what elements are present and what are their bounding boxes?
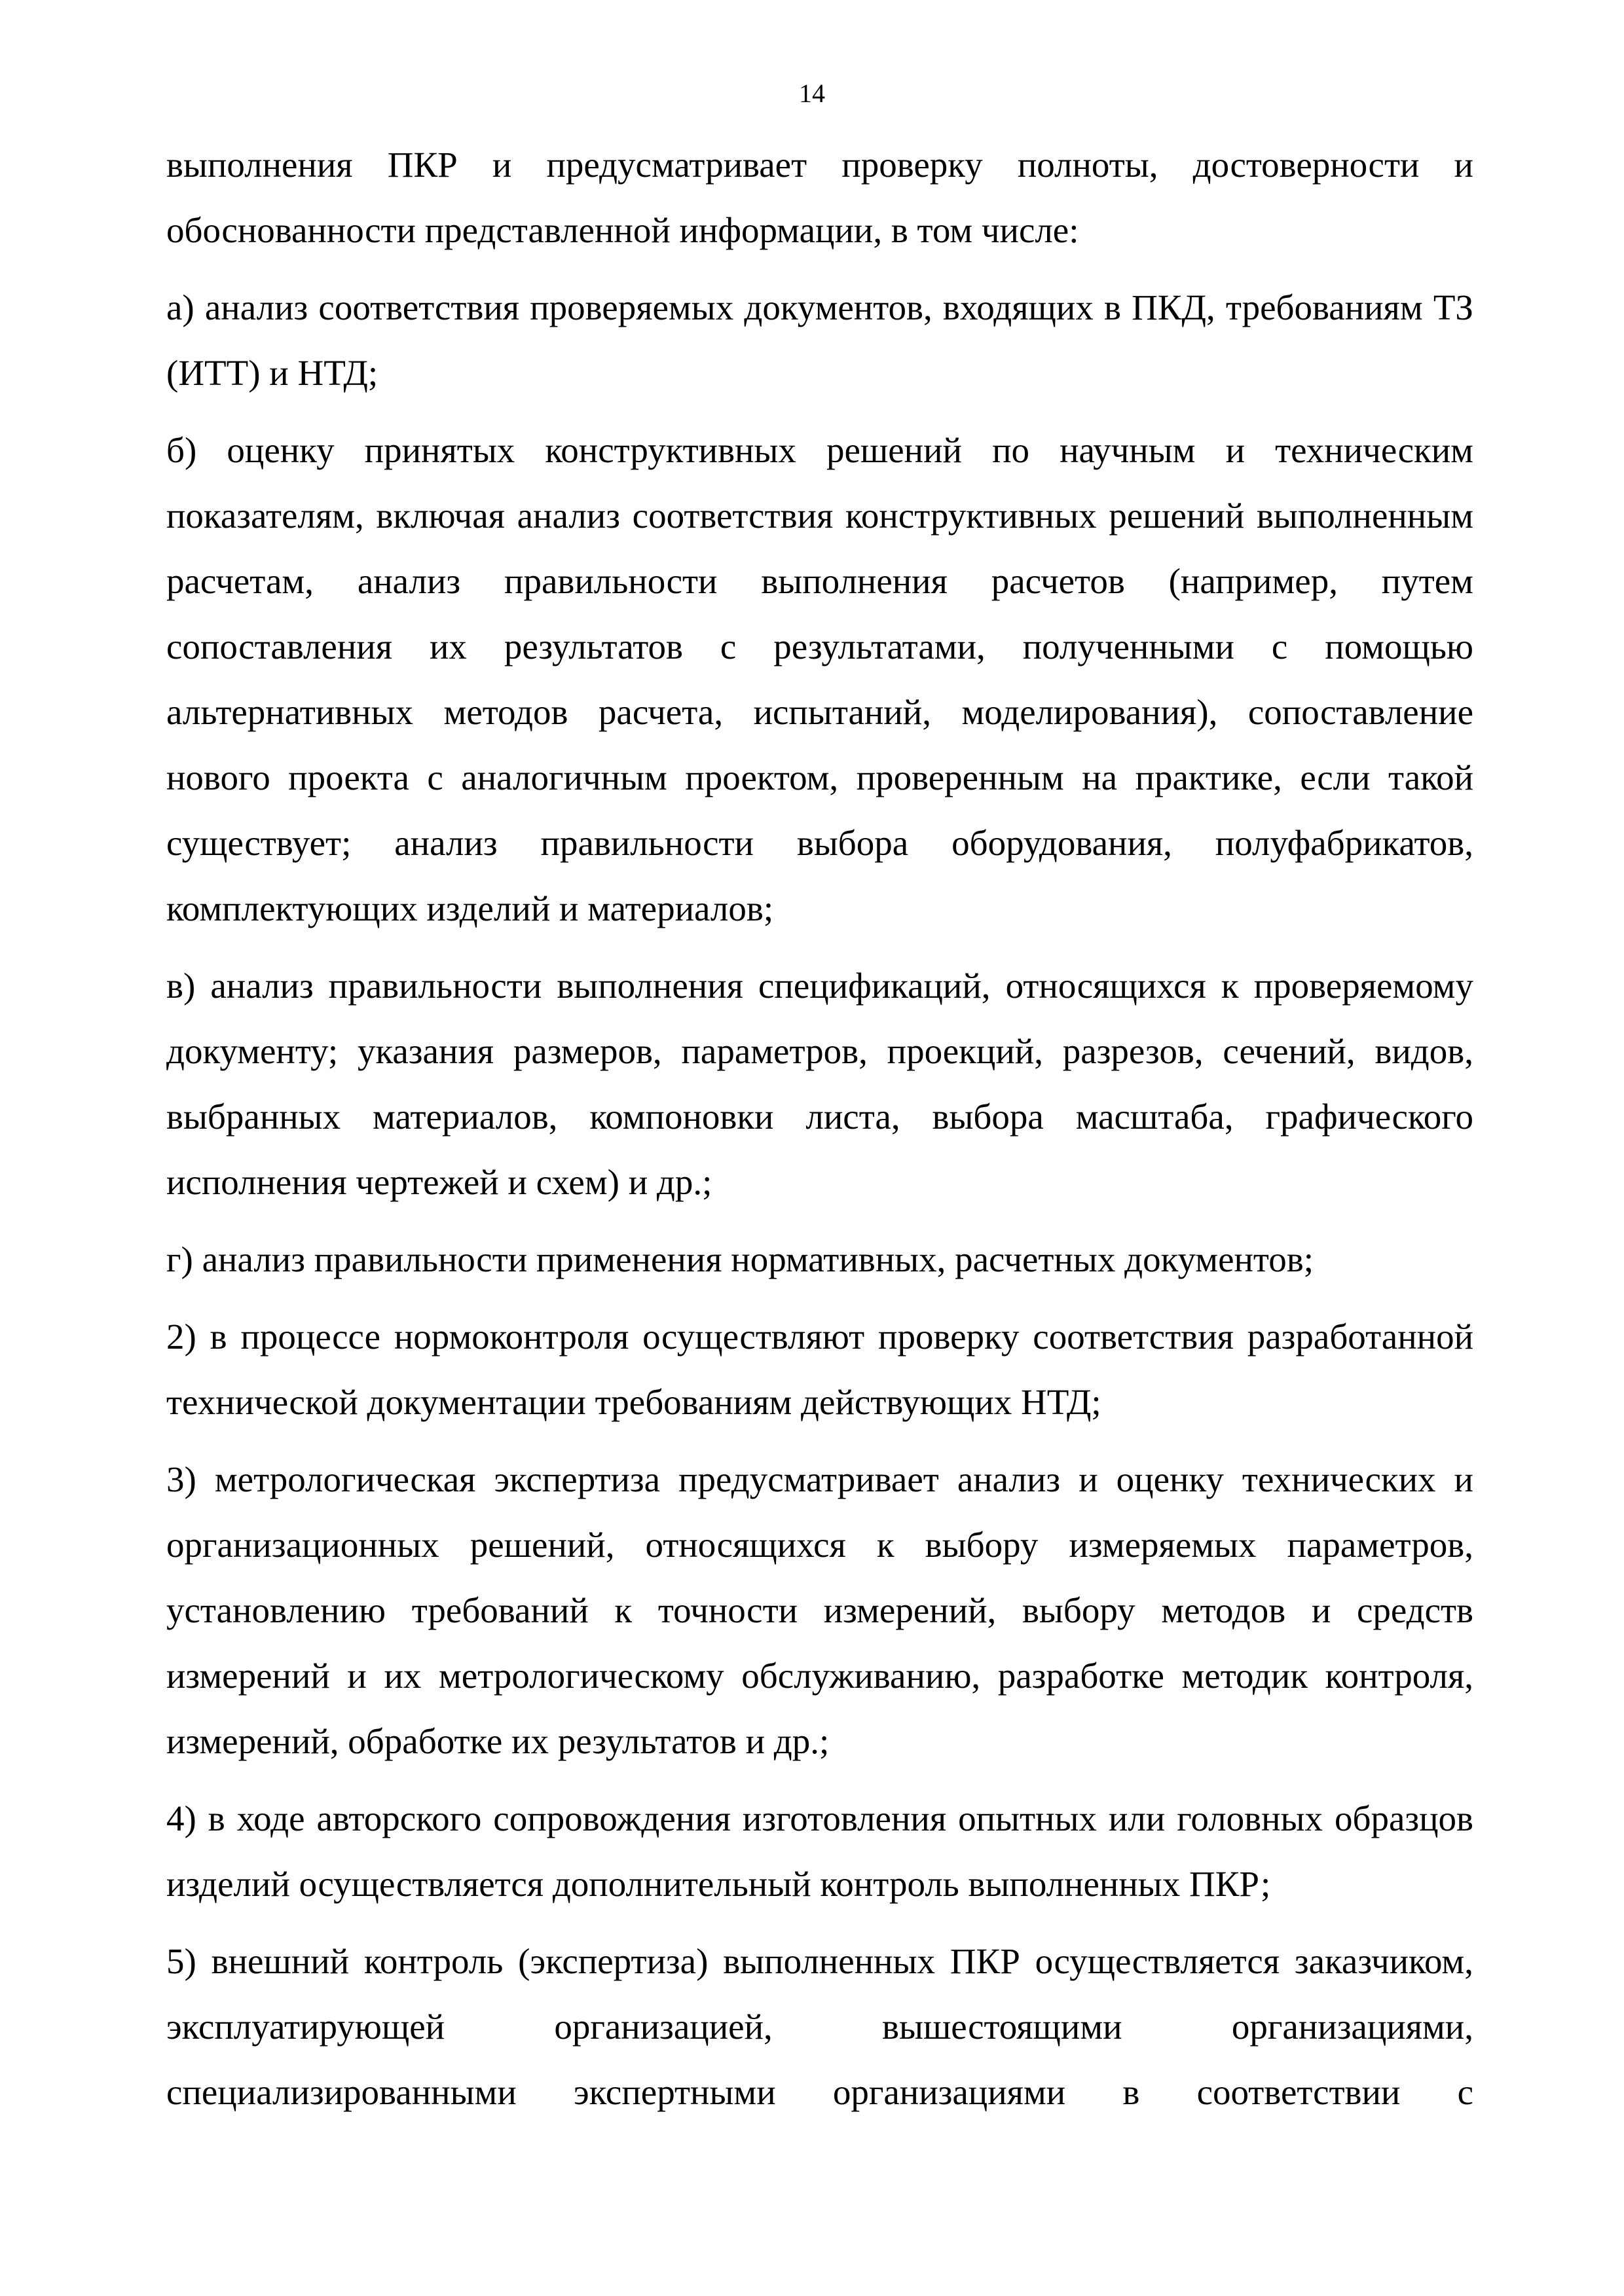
paragraph-item-5: 5) внешний контроль (экспертиза) выполненных ПКР осуществляется заказчиком, эксплуатирующей организацией, вышестоящими организациями, специализированными экспертными организациями в соответствии с — [166, 1941, 1473, 2112]
paragraph-item-3: 3) метрологическая экспертиза предусматривает анализ и оценку технических и организационных решений, относящихся к выбору измеряемых параметров, установлению требований к точности измерений, выбору методов и средств измерений и их метрологическому обслуживанию, разработке методик контроля, измерений, обработке их результатов и др.; — [166, 1459, 1473, 1761]
paragraph-intro: выполнения ПКР и предусматривает проверку полноты, достоверности и обоснованности представленной информации, в том числе: — [166, 145, 1473, 250]
paragraph-item-v: в) анализ правильности выполнения спецификаций, относящихся к проверяемому документу; указания размеров, параметров, проекций, разрезов, сечений, видов, выбранных материалов, компоновки листа, выбора масштаба, графического исполнения чертежей и схем) и др.; — [166, 966, 1473, 1202]
paragraph-item-a: а) анализ соответствия проверяемых документов, входящих в ПКД, требованиям ТЗ (ИТТ) и НТД; — [166, 287, 1473, 393]
page-number: 14 — [799, 79, 825, 108]
paragraph-item-b: б) оценку принятых конструктивных решений по научным и техническим показателям, включая анализ соответствия конструктивных решений выполненным расчетам, анализ правильности выполнения расчетов (например, путем сопоставления их результатов с результатами, полученными с помощью альтернативных методов расчета, испытаний, моделирования), сопоставление нового проекта с аналогичным проектом, проверенным на практике, если такой существует; анализ правильности выбора оборудования, полуфабрикатов, комплектующих изделий и материалов; — [166, 430, 1473, 928]
paragraph-item-g: г) анализ правильности применения нормативных, расчетных документов; — [166, 1239, 1314, 1279]
paragraph-item-2: 2) в процессе нормоконтроля осуществляют проверку соответствия разработанной технической документации требованиям действующих НТД; — [166, 1317, 1473, 1422]
document-body — [166, 132, 1473, 2137]
paragraph-item-4: 4) в ходе авторского сопровождения изготовления опытных или головных образцов изделий осуществляется дополнительный контроль выполненных ПКР; — [166, 1798, 1473, 1904]
